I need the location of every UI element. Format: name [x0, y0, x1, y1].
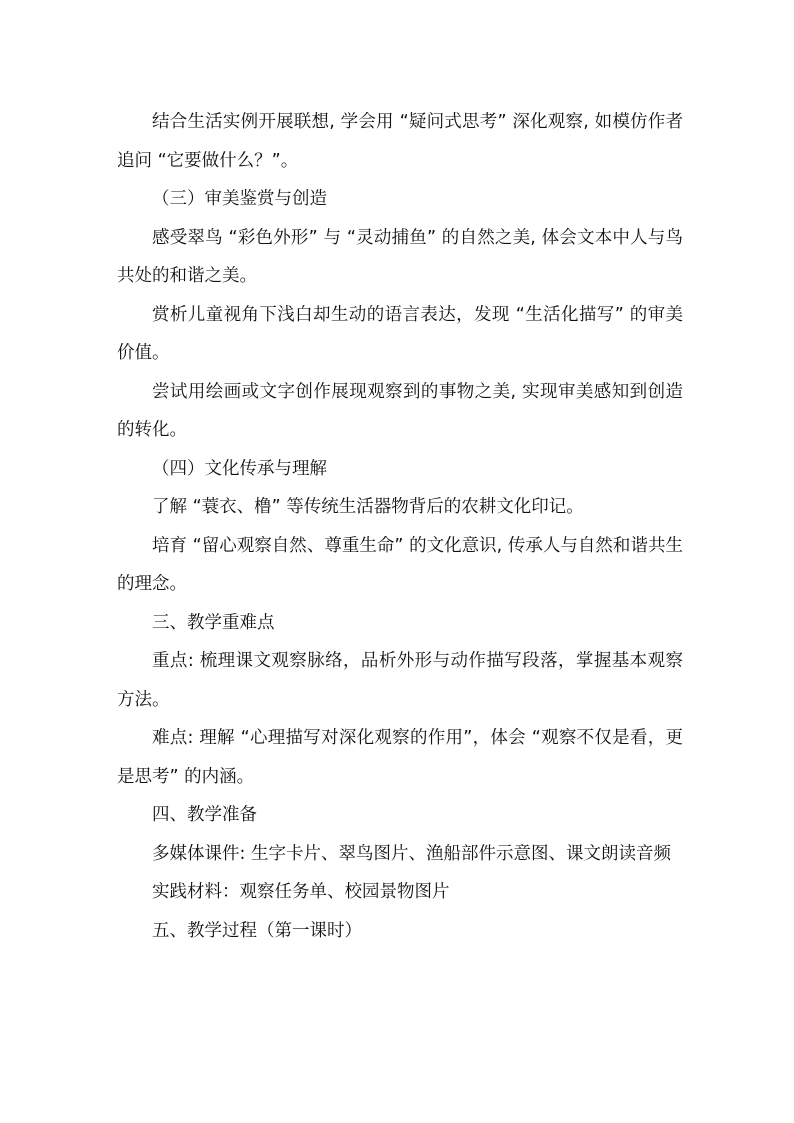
paragraph-practice-materials: 实践材料：观察任务单、校园景物图片: [152, 882, 450, 902]
document-body: [117, 103, 683, 950]
heading-aesthetic-appreciation: （三）审美鉴赏与创造: [152, 189, 327, 209]
paragraph-kingfisher-beauty: 感受翠鸟 “彩色外形” 与 “灵动捕鱼” 的自然之美, 体会文本中人与鸟共处的和谐之美。: [117, 227, 683, 286]
paragraph-difficult-point: 难点: 理解 “心理描写对深化观察的作用”，体会 “观察不仅是看，更是思考” 的内涵。: [117, 728, 683, 787]
paragraph-child-perspective-language: 赏析儿童视角下浅白却生动的语言表达，发现 “生活化描写” 的审美价值。: [117, 304, 683, 363]
paragraph-key-point: 重点: 梳理课文观察脉络，品析外形与动作描写段落，掌握基本观察方法。: [117, 651, 683, 710]
heading-key-difficult-points: 三、教学重难点: [152, 612, 275, 633]
heading-teaching-preparation: 四、教学准备: [152, 805, 257, 825]
paragraph-association-questioning: 结合生活实例开展联想, 学会用 “疑问式思考” 深化观察, 如模仿作者追问 “它要做什么？”。: [117, 112, 683, 171]
paragraph-multimedia-materials: 多媒体课件: 生字卡片、翠鸟图片、渔船部件示意图、课文朗读音频: [152, 843, 671, 864]
heading-teaching-process: 五、教学过程（第一课时）: [152, 920, 362, 941]
paragraph-farming-culture: 了解 “蓑衣、橹” 等传统生活器物背后的农耕文化印记。: [152, 497, 584, 517]
paragraph-nature-awareness: 培育 “留心观察自然、尊重生命” 的文化意识, 传承人与自然和谐共生的理念。: [117, 535, 683, 594]
paragraph-creative-expression: 尝试用绘画或文字创作展现观察到的事物之美, 实现审美感知到创造的转化。: [117, 381, 683, 440]
heading-cultural-heritage: （四）文化传承与理解: [152, 458, 327, 479]
